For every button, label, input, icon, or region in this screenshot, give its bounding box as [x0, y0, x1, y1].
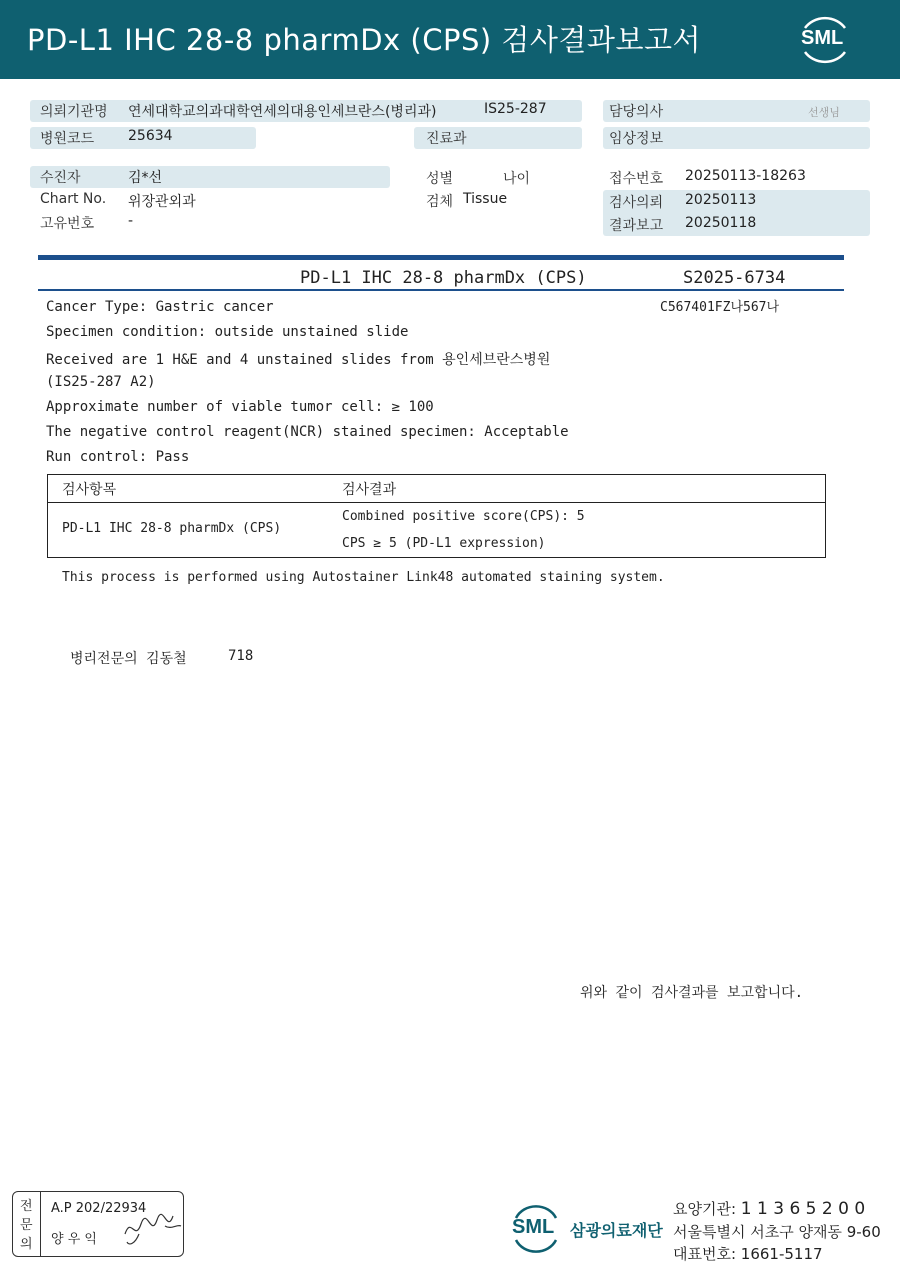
report-date-value: 20250118: [685, 215, 757, 231]
institution-number-row: [673, 1198, 865, 1219]
report-line: Run control: Pass: [46, 449, 190, 465]
specialist-divider: [40, 1192, 41, 1256]
patient-label: 수진자: [40, 170, 81, 186]
unique-no-label: 고유번호: [40, 216, 95, 232]
report-line: Approximate number of viable tumor cell: ≥ 100: [46, 399, 434, 415]
table-header-item: 검사항목: [62, 482, 117, 498]
signature-icon: [121, 1204, 183, 1248]
header-banner: [0, 0, 900, 79]
table-result-line1: Combined positive score(CPS): 5: [342, 509, 585, 524]
report-line: Specimen condition: outside unstained slide: [46, 324, 409, 340]
institution-number: 1 1 3 6 5 2 0 0: [740, 1199, 866, 1219]
receipt-no-label: 접수번호: [609, 171, 664, 187]
receipt-no-value: 20250113-18263: [685, 168, 806, 184]
pathologist-no: 718: [228, 648, 254, 664]
unique-no-value: -: [128, 213, 134, 229]
result-table: [47, 474, 826, 558]
process-note: This process is performed using Autostainer Link48 automated staining system.: [62, 570, 665, 585]
table-header-divider: [48, 502, 825, 503]
logo-text: SML: [801, 27, 844, 49]
table-item: PD-L1 IHC 28-8 pharmDx (CPS): [62, 521, 282, 536]
foundation-name: 삼광의료재단: [570, 1221, 663, 1240]
institution-number-label: 요양기관:: [673, 1200, 741, 1218]
table-header-result: 검사결과: [342, 482, 397, 498]
footer-address: 서울특별시 서초구 양재동 9-60: [673, 1223, 881, 1241]
report-title: PD-L1 IHC 28-8 pharmDx (CPS) 검사결과보고서: [27, 23, 701, 57]
specimen-label: 검체: [426, 194, 454, 210]
report-test-title: PD-L1 IHC 28-8 pharmDx (CPS): [300, 268, 587, 288]
specialist-box: [12, 1191, 184, 1257]
clinical-info-label: 임상정보: [609, 131, 664, 147]
chart-value: 위장관외과: [128, 194, 196, 210]
table-result-line2: CPS ≥ 5 (PD-L1 expression): [342, 536, 546, 551]
hospital-code-label: 병원코드: [40, 131, 95, 147]
report-line: Cancer Type: Gastric cancer: [46, 299, 274, 315]
doctor-label: 담당의사: [609, 104, 664, 120]
sml-logo: [795, 12, 855, 66]
report-date-label: 결과보고: [609, 218, 664, 234]
report-code: C567401FZ나567나: [660, 300, 780, 315]
institution-code: IS25-287: [484, 101, 547, 117]
phone-number: 1661-5117: [740, 1245, 823, 1263]
divider-thin: [38, 289, 844, 291]
sex-label: 성별: [426, 171, 454, 187]
hospital-code-value: 25634: [128, 128, 173, 144]
age-label: 나이: [503, 171, 531, 187]
specimen-value: Tissue: [463, 191, 508, 207]
report-line: Received are 1 H&E and 4 unstained slides from 용인세브란스병원: [46, 352, 551, 368]
institution-label: 의뢰기관명: [40, 104, 108, 120]
phone-label: 대표번호:: [673, 1245, 741, 1263]
request-date-value: 20250113: [685, 192, 757, 208]
department-label: 진료과: [426, 131, 467, 147]
report-id: S2025-6734: [683, 268, 786, 288]
specialist-name: 양 우 익: [51, 1232, 97, 1247]
ap-number: A.P 202/22934: [51, 1201, 147, 1216]
closing-statement: 위와 같이 검사결과를 보고합니다.: [580, 985, 804, 1001]
pathologist: 병리전문의 김동철: [70, 651, 187, 667]
patient-bar: [30, 166, 390, 188]
report-line: The negative control reagent(NCR) stained specimen: Acceptable: [46, 424, 569, 440]
specialist-vertical-label: 전문의: [20, 1199, 33, 1252]
phone-row: [673, 1243, 823, 1264]
institution-value: 연세대학교의과대학연세의대용인세브란스(병리과): [128, 104, 437, 120]
divider-thick: [38, 255, 844, 260]
chart-label: Chart No.: [40, 191, 107, 207]
doctor-suffix: 선생님: [808, 106, 840, 119]
request-date-label: 검사의뢰: [609, 195, 664, 211]
patient-value: 김*선: [128, 170, 163, 186]
footer-logo-text: SML: [512, 1216, 555, 1238]
report-line: (IS25-287 A2): [46, 374, 156, 390]
